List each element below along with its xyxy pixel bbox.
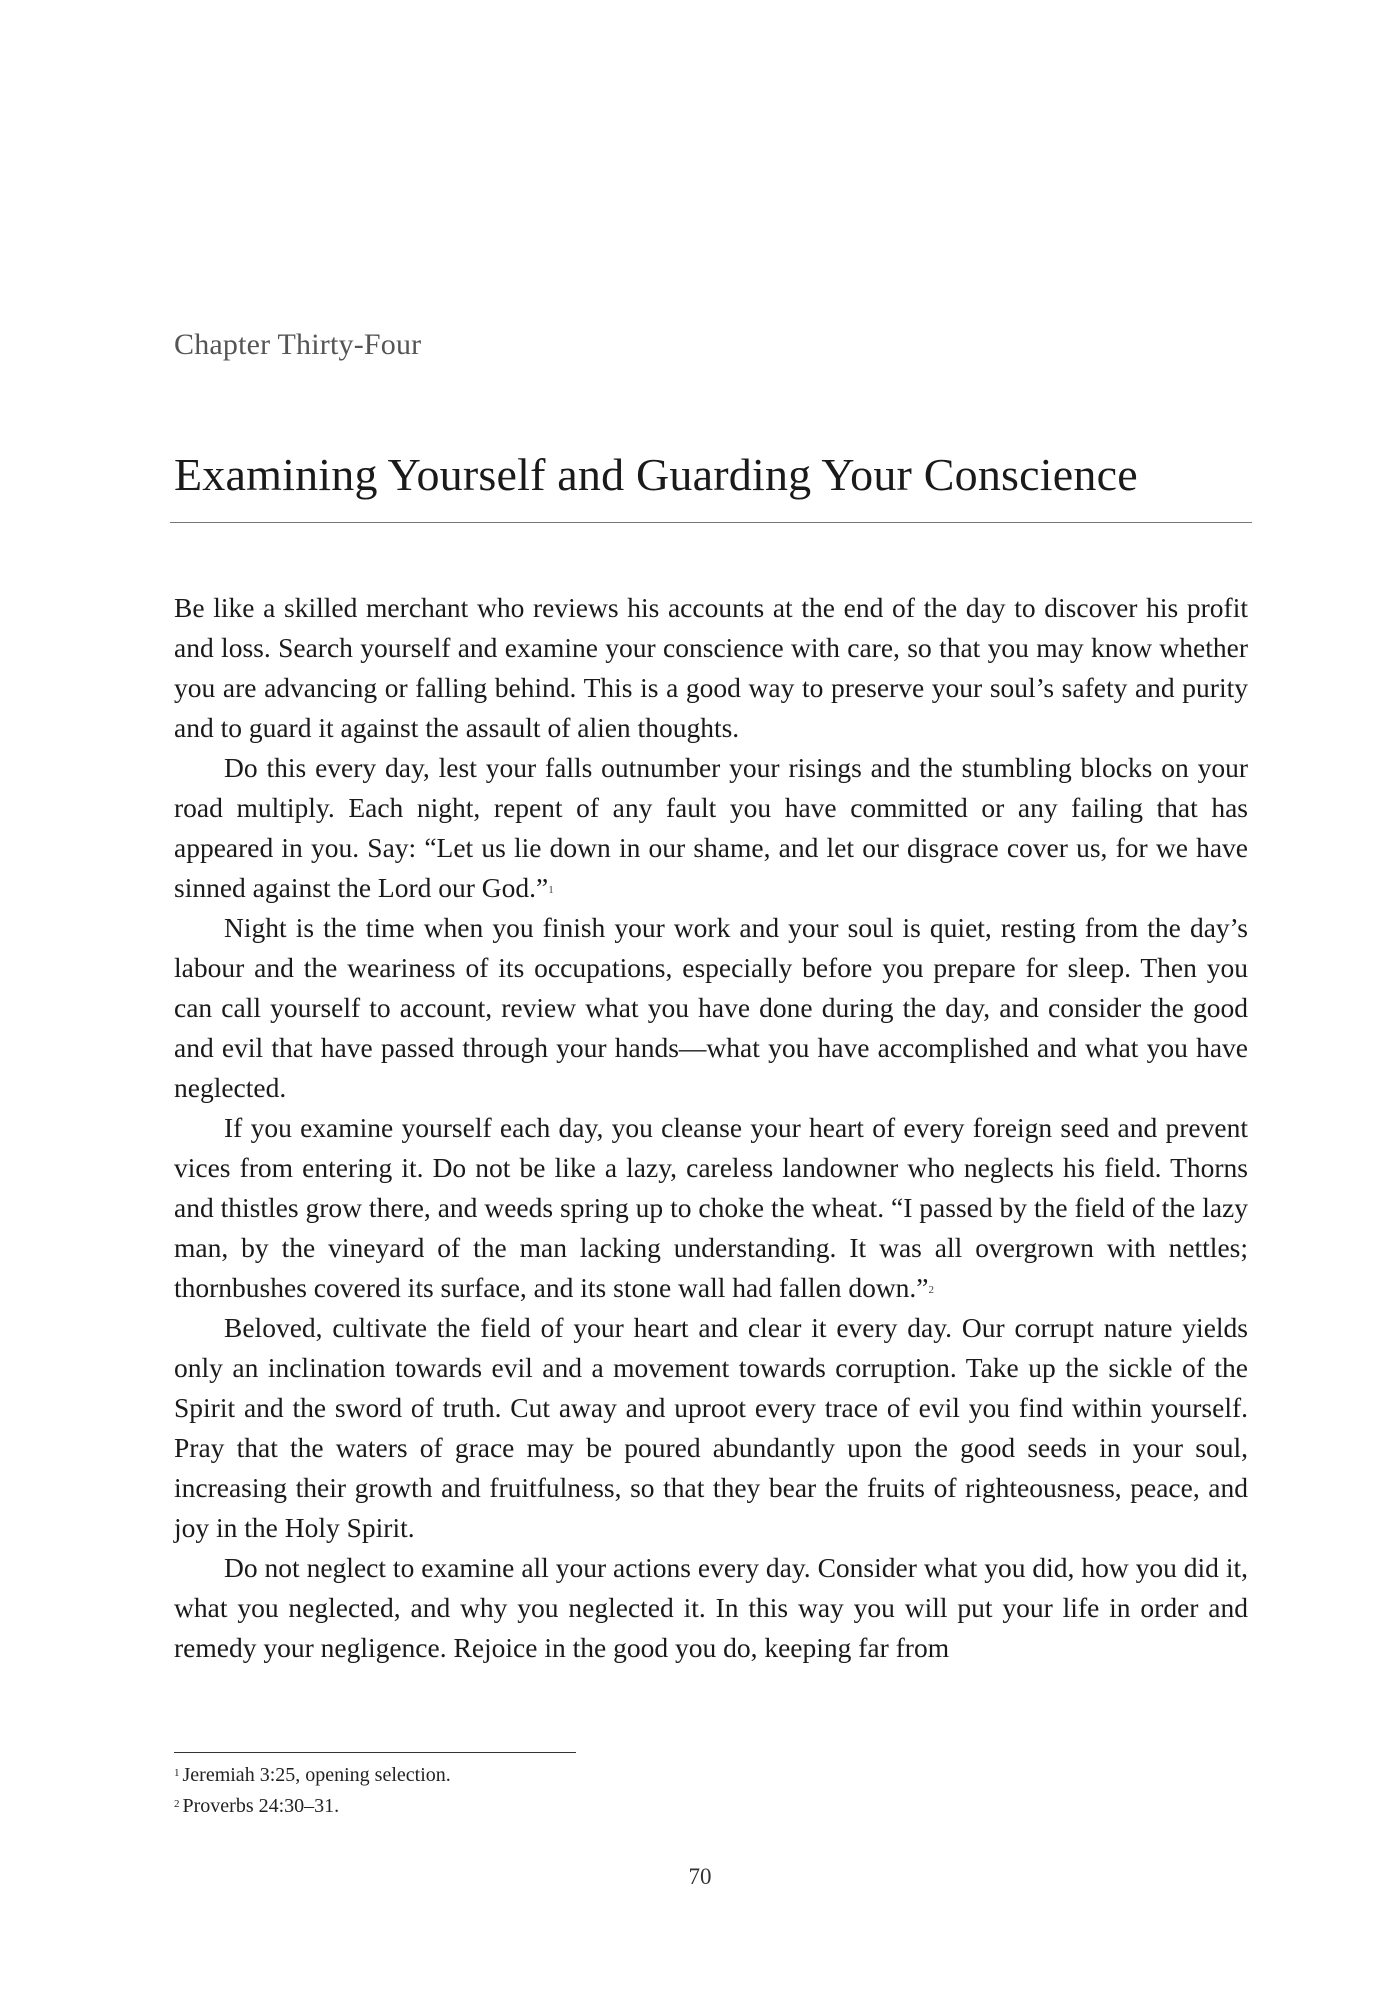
footnote bbox=[174, 1791, 1248, 1822]
footnote bbox=[174, 1760, 1248, 1791]
footnote-text: Jeremiah 3:25, opening selection. bbox=[182, 1764, 451, 1786]
paragraph-text: Do this every day, lest your falls outnumber your risings and the stumbling blocks on your road multiply. Each night, repent of any fault you have committed or any failing that has appeared in you. Say: “Let us lie down in our shame, and let our disgrace cover us, for we have sinned against the Lord our God.” bbox=[174, 752, 1248, 903]
paragraph-text: Do not neglect to examine all your actions every day. Consider what you did, how you did it, what you neglected, and why you neglected it. In this way you will put your life in order and remedy your negligence. Rejoice in the good you do, keeping far from bbox=[174, 1552, 1248, 1663]
footnote-text: Proverbs 24:30–31. bbox=[182, 1795, 340, 1817]
page-number: 70 bbox=[688, 1864, 712, 1889]
paragraph bbox=[174, 1108, 1248, 1308]
footnote-number: 1 bbox=[174, 1767, 180, 1779]
chapter-title: Examining Yourself and Guarding Your Conscience bbox=[174, 449, 1138, 500]
paragraph bbox=[174, 1548, 1248, 1668]
title-divider bbox=[170, 522, 1252, 523]
paragraph-text: If you examine yourself each day, you cleanse your heart of every foreign seed and prevent vices from entering it. Do not be like a lazy, careless landowner who neglects his field. Thorns and thistles grow there, and weeds spring up to choke the wheat. “I passed by the field of the lazy man, by the vineyard of the man lacking understanding. It was all overgrown with nettles; thornbushes covered its surface, and its stone wall had fallen down.” bbox=[174, 1112, 1248, 1303]
paragraph-text: Be like a skilled merchant who reviews his accounts at the end of the day to discover his profit and loss. Search yourself and examine your conscience with care, so that you may know whether you are advancing or falling behind. This is a good way to preserve your soul’s safety and purity and to guard it against the assault of alien thoughts. bbox=[174, 592, 1248, 743]
footnotes bbox=[174, 1760, 1248, 1822]
paragraph bbox=[174, 588, 1248, 748]
paragraph-text: Night is the time when you finish your work and your soul is quiet, resting from the day’s labour and the weariness of its occupations, especially before you prepare for sleep. Then you can call yourself to account, review what you have done during the day, and consider the good and evil that have passed through your hands—what you have accomplished and what you have neglected. bbox=[174, 912, 1248, 1103]
paragraph bbox=[174, 748, 1248, 908]
footnote-reference[interactable]: 1 bbox=[548, 884, 554, 896]
chapter-label: Chapter Thirty-Four bbox=[174, 328, 422, 361]
paragraph bbox=[174, 1308, 1248, 1548]
footnote-number: 2 bbox=[174, 1798, 180, 1810]
footnote-reference[interactable]: 2 bbox=[928, 1284, 935, 1296]
chapter-body bbox=[174, 588, 1248, 1668]
paragraph-text: Beloved, cultivate the field of your heart and clear it every day. Our corrupt nature yields only an inclination towards evil and a movement towards corruption. Take up the sickle of the Spirit and the sword of truth. Cut away and uproot every trace of evil you find within yourself. Pray that the waters of grace may be poured abundantly upon the good seeds in your soul, increasing their growth and fruitfulness, so that they bear the fruits of righteousness, peace, and joy in the Holy Spirit. bbox=[174, 1312, 1248, 1543]
paragraph bbox=[174, 908, 1248, 1108]
footnote-divider bbox=[174, 1752, 576, 1753]
